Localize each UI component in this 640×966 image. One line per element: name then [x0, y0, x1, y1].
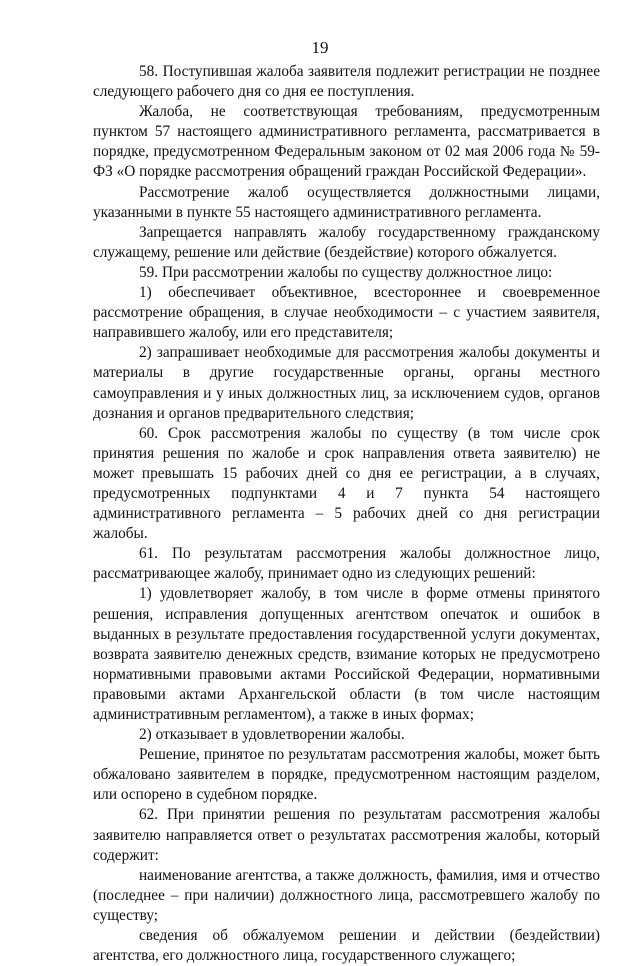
paragraph-62: 62. При принятии решения по результатам рассмотрения жалобы заявителю направляется ответ о результатах рассмотрения жалобы, который содержит: [93, 806, 600, 864]
paragraph-59-item-2: 2) запрашивает необходимые для рассмотрения жалобы документы и материалы в другие государственные органы, органы местного самоуправления и у иных должностных лиц, за исключением судов, органов дознания и органов предварительного следствия; [93, 344, 600, 422]
page-number: 19 [311, 38, 329, 57]
paragraph-60: 60. Срок рассмотрения жалобы по существу (в том числе срок принятия решения по жалобе и срок направления ответа заявителю) не может превышать 15 рабочих дней со дня ее регистрации, а в случаях, предусмотренных подпунктами 4 и 7 пункта 54 настоящего административного регламента – 5 рабочих дней со дня регистрации жалобы. [93, 424, 600, 543]
paragraph-62-item-decision: сведения об обжалуемом решении и действии (бездействии) агентства, его должностного лица, государственного служащего; [93, 927, 600, 965]
paragraph-61-item-2: 2) отказывает в удовлетворении жалобы. [139, 726, 405, 744]
paragraph-58: 58. Поступившая жалоба заявителя подлежит регистрации не позднее следующего рабочего дня со дня ее поступления. [93, 63, 600, 101]
paragraph-61-appeal: Решение, принятое по результатам рассмотрения жалобы, может быть обжаловано заявителем в порядке, предусмотренном настоящим разделом, или оспорено в судебном порядке. [93, 746, 600, 804]
paragraph-61-item-1: 1) удовлетворяет жалобу, в том числе в форме отмены принятого решения, исправления допущенных агентством опечаток и ошибок в выданных в результате предоставления государственной услуги документах, возврата заявителю денежных средств, взимание которых не предусмотрено нормативными правовыми актами Российской Федерации, нормативными правовыми актами Архангельской области (в том числе настоящим административным регламентом), а также в иных формах; [93, 585, 600, 723]
paragraph-58-review-officials: Рассмотрение жалоб осуществляется должностными лицами, указанными в пункте 55 настоящего административного регламента. [93, 183, 600, 221]
paragraph-58-complaint-noncompliant: Жалоба, не соответствующая требованиям, предусмотренным пунктом 57 настоящего административного регламента, рассматривается в порядке, предусмотренном Федеральным законом от 02 мая 2006 года № 59-ФЗ «О порядке рассмотрения обращений граждан Российской Федерации». [93, 103, 600, 181]
paragraph-59-item-1: 1) обеспечивает объективное, всестороннее и своевременное рассмотрение обращения, в случае необходимости – с участием заявителя, направившего жалобу, или его представителя; [93, 284, 600, 342]
paragraph-61: 61. По результатам рассмотрения жалобы должностное лицо, рассматривающее жалобу, принимает одно из следующих решений: [93, 545, 600, 583]
paragraph-59: 59. При рассмотрении жалобы по существу должностное лицо: [139, 263, 553, 281]
document-body [93, 62, 600, 966]
paragraph-62-item-agency: наименование агентства, а также должность, фамилия, имя и отчество (последнее – при наличии) должностного лица, рассмотревшего жалобу по существу; [93, 866, 600, 924]
paragraph-58-prohibition: Запрещается направлять жалобу государственному гражданскому служащему, решение или действие (бездействие) которого обжалуется. [93, 223, 600, 261]
